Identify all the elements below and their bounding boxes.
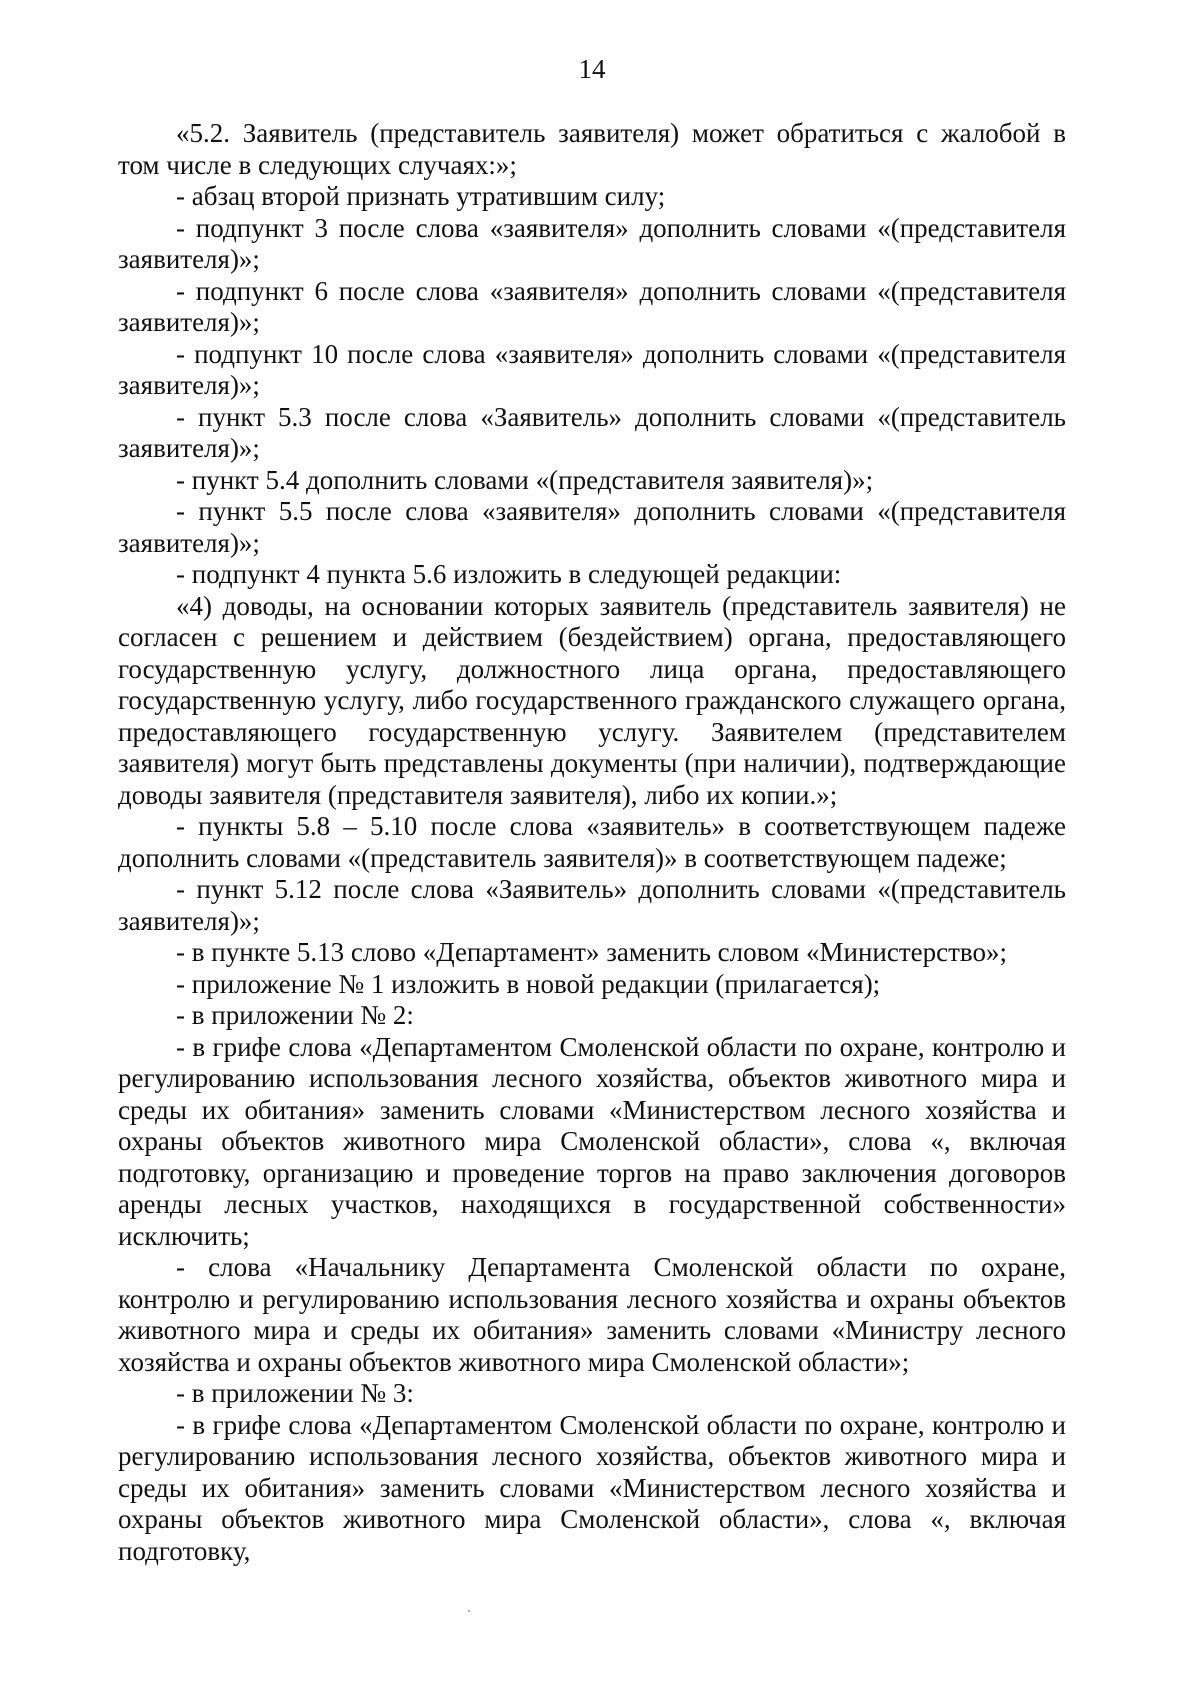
paragraph-dovody: «4) доводы, на основании которых заявитель (представитель заявителя) не согласен с решением и действием (бездействием) органа, предоставляющего государственную услугу, должностного лица органа, предоставляющего государственную услугу, либо государственного гражданского служащего органа, предоставляющего государственную услугу. Заявителем (представителем заявителя) могут быть представлены документы (при наличии), подтверждающие доводы заявителя (представителя заявителя), либо их копии.»; <box>118 590 1066 810</box>
page-number: 14 <box>578 54 606 84</box>
paragraph-grif-prilozhenie-2: - в грифе слова «Департаментом Смоленской области по охране, контролю и регулированию использования лесного хозяйства, объектов животного мира и среды их обитания» заменить словами «Министерством лесного хозяйства и охраны объектов животного мира Смоленской области», слова «, включая подготовку, организацию и проведение торгов на право заключения договоров аренды лесных участков, находящихся в государственной собственности» исключить; <box>118 1031 1066 1251</box>
paragraph-podpunkt-3: - подпункт 3 после слова «заявителя» дополнить словами «(представителя заявителя)»; <box>118 212 1066 274</box>
paragraph-prilozhenie-1: - приложение № 1 изложить в новой редакции (прилагается); <box>176 968 881 999</box>
paragraph-prilozhenie-2: - в приложении № 2: <box>176 1000 414 1030</box>
scan-artifact <box>468 1610 470 1612</box>
paragraph-grif-prilozhenie-3: - в грифе слова «Департаментом Смоленской области по охране, контролю и регулированию использования лесного хозяйства, объектов животного мира и среды их обитания» заменить словами «Министерством лесного хозяйства и охраны объектов животного мира Смоленской области», слова «, включая подготовку, <box>118 1409 1066 1566</box>
paragraph-podpunkt-10: - подпункт 10 после слова «заявителя» дополнить словами «(представителя заявителя)»; <box>118 338 1066 400</box>
paragraph-abzac-vtoroi: - абзац второй признать утратившим силу; <box>176 181 666 211</box>
paragraph-prilozhenie-3: - в приложении № 3: <box>176 1378 414 1408</box>
paragraph-punkty-5-8-5-10: - пункты 5.8 – 5.10 после слова «заявитель» в соответствующем падеже дополнить словами «(представитель заявителя)» в соответствующем падеже; <box>118 811 1066 873</box>
paragraph-5-2: «5.2. Заявитель (представитель заявителя) может обратиться с жалобой в том числе в следующих случаях:»; <box>118 118 1066 180</box>
paragraph-punkt-5-12: - пункт 5.12 после слова «Заявитель» дополнить словами «(представитель заявителя)»; <box>118 874 1066 936</box>
paragraph-punkt-5-4: - пункт 5.4 дополнить словами «(представителя заявителя)»; <box>176 464 874 495</box>
paragraph-nachalniku: - слова «Начальнику Департамента Смоленской области по охране, контролю и регулированию использования лесного хозяйства и охраны объектов животного мира и среды их обитания» заменить словами «Министру лесного хозяйства и охраны объектов животного мира Смоленской области»; <box>118 1252 1066 1377</box>
paragraph-punkt-5-3: - пункт 5.3 после слова «Заявитель» дополнить словами «(представитель заявителя)»; <box>118 401 1066 463</box>
paragraph-punkt-5-13: - в пункте 5.13 слово «Департамент» заменить словом «Министерство»; <box>176 937 1007 967</box>
document-body <box>118 118 1066 1567</box>
paragraph-punkt-5-5: - пункт 5.5 после слова «заявителя» дополнить словами «(представителя заявителя)»; <box>118 496 1066 558</box>
paragraph-podpunkt-4-punkta-5-6: - подпункт 4 пункта 5.6 изложить в следующей редакции: <box>176 559 842 589</box>
paragraph-podpunkt-6: - подпункт 6 после слова «заявителя» дополнить словами «(представителя заявителя)»; <box>118 275 1066 337</box>
